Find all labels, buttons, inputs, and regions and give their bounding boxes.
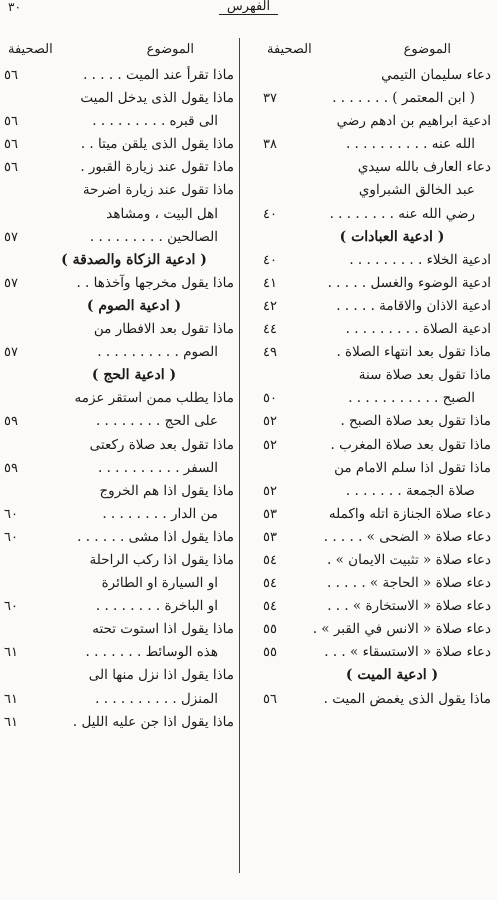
entry-page-number: ٦٠ [4, 506, 18, 522]
entry-text: دعاء صلاة « الضحى » . . . . . [323, 528, 491, 545]
entry-text: الصبح . . . . . . . . . . . [348, 390, 475, 407]
index-entry [4, 434, 234, 480]
index-entry [263, 618, 491, 641]
entry-text: الله عنه . . . . . . . . . . [345, 136, 475, 153]
index-entry [4, 387, 234, 433]
entry-text: ماذا تقول عند زيارة اضرحة [82, 182, 234, 199]
entry-text: دعاء سليمان التيمي [381, 67, 491, 83]
index-column-right [263, 38, 491, 711]
entry-page-number: ٥٥ [263, 645, 277, 661]
entry-page-number: ٥٥ [263, 622, 277, 638]
entry-text: ماذا يقول اذا استوت تحته [92, 621, 234, 638]
entry-page-number: ٥٧ [4, 345, 18, 361]
index-entry [263, 364, 491, 410]
index-entry [4, 618, 234, 664]
index-entry [263, 156, 491, 225]
entry-page-number: ٥٠ [263, 391, 277, 407]
entry-page-number: ٥٢ [263, 414, 277, 430]
entry-text: ادعية الخلاء . . . . . . . . . [349, 251, 491, 268]
entry-text: ادعية الصلاة . . . . . . . . . [345, 321, 491, 338]
entry-text: ماذا تقول اذا سلم الامام من [334, 459, 491, 476]
index-entry [263, 572, 491, 595]
entry-text: ماذا تقول بعد صلاة سنة [358, 367, 491, 384]
index-entry [263, 688, 491, 711]
entry-text: ماذا تقرأ عند الميت . . . . . [83, 67, 234, 83]
entry-text: صلاة الجمعة . . . . . . . [345, 482, 475, 499]
index-entry [4, 272, 234, 295]
index-entry [263, 272, 491, 295]
entry-page-number: ٥٦ [4, 114, 18, 130]
index-entry [263, 341, 491, 364]
entry-text: او الباخرة . . . . . . . . [95, 598, 218, 615]
index-list-right [263, 64, 491, 711]
entry-text: ادعية الوضوء والغسل . . . . . [327, 274, 491, 291]
section-heading: ( ادعية العبادات ) [339, 228, 445, 245]
entry-text: ماذا تقول بعد انتهاء الصلاة . [336, 344, 491, 361]
entry-text: ماذا تقول بعد صلاة الصبح . [340, 413, 491, 430]
entry-page-number: ٤١ [263, 275, 277, 291]
entry-page-number: ٥٣ [263, 506, 277, 522]
entry-text: الى قبره . . . . . . . . . [92, 113, 218, 130]
index-entry [4, 664, 234, 710]
entry-page-number: ٦٠ [4, 599, 18, 615]
index-entry [263, 503, 491, 526]
index-entry [4, 526, 234, 549]
entry-page-number: ٥٢ [263, 437, 277, 453]
column-header [263, 38, 491, 64]
column-header [4, 38, 234, 64]
section-heading: ( ادعية الصوم ) [86, 297, 182, 314]
section-heading: ( ادعية الزكاة والصدقة ) [61, 251, 207, 268]
entry-text: ماذا يقول اذا جن عليه الليل . [72, 713, 234, 730]
index-list-left [4, 64, 234, 734]
topic-heading: الموضوع [146, 42, 194, 57]
entry-text: ماذا يقول اذا مشى . . . . . . [77, 528, 234, 545]
entry-page-number: ٥٦ [4, 160, 18, 176]
entry-text: السفر . . . . . . . . . . [97, 459, 218, 476]
entry-page-number: ٦٠ [4, 529, 18, 545]
entry-page-number: ٣٧ [263, 91, 277, 107]
entry-text: ماذا يقول اذا هم الخروج [99, 482, 234, 499]
entry-text: ماذا تقول بعد الافطار من [93, 321, 234, 338]
page-header [0, 0, 497, 22]
index-entry [263, 526, 491, 549]
page-title: الفهرس [219, 0, 278, 15]
index-entry [263, 434, 491, 457]
entry-text: دعاء صلاة « الحاجة » . . . . . [327, 575, 491, 592]
entry-page-number: ٤٩ [263, 345, 277, 361]
index-entry [4, 87, 234, 133]
entry-page-number: ٤٤ [263, 322, 277, 338]
index-entry [263, 110, 491, 156]
entry-text: او السيارة او الطائرة [101, 575, 218, 592]
entry-text: الصالحين . . . . . . . . . [89, 228, 218, 245]
index-entry [4, 133, 234, 156]
entry-text: ماذا تقول عند زيارة القبور . [80, 159, 234, 176]
entry-page-number: ٥٢ [263, 483, 277, 499]
entry-page-number: ٣٨ [263, 137, 277, 153]
entry-text: على الحج . . . . . . . . [95, 413, 218, 430]
entry-text: دعاء صلاة « الاستسقاء » . . . [324, 644, 491, 661]
entry-page-number: ٥٤ [263, 576, 277, 592]
entry-text: من الدار . . . . . . . . [102, 505, 218, 522]
entry-page-number: ٥٤ [263, 599, 277, 615]
index-entry [263, 249, 491, 272]
entry-page-number: ٥٦ [263, 691, 277, 707]
section-heading: ( ادعية الميت ) [345, 667, 439, 684]
index-entry [263, 595, 491, 618]
page-heading: الصحيفة [8, 42, 53, 57]
entry-page-number: ٤٢ [263, 298, 277, 314]
entry-text: ادعية الاذان والاقامة . . . . . [336, 297, 491, 314]
entry-text: ماذا يقول الذى يلقن ميتا . . [80, 136, 234, 153]
index-entry [4, 179, 234, 248]
index-entry [263, 641, 491, 664]
index-entry [4, 480, 234, 526]
index-entry [263, 318, 491, 341]
index-entry [263, 549, 491, 572]
page-heading: الصحيفة [267, 42, 312, 57]
entry-text: ادعية ابراهيم بن ادهم رضي [336, 113, 491, 130]
entry-text: دعاء صلاة « الاستخارة » . . . [327, 598, 491, 615]
entry-text: ماذا يقول الذى يغمض الميت . [323, 690, 491, 707]
column-divider [239, 38, 240, 873]
entry-text: ماذا يقول الذى يدخل الميت [80, 90, 234, 107]
index-entry [4, 549, 234, 618]
index-entry [263, 64, 491, 110]
entry-text: دعاء العارف بالله سيدي [357, 159, 491, 176]
entry-page-number: ٥٦ [4, 68, 18, 83]
entry-page-number: ٤٠ [263, 206, 277, 222]
entry-text: اهل البيت ، ومشاهد [106, 205, 218, 222]
entry-text: الصوم . . . . . . . . . . [97, 344, 218, 361]
index-entry [4, 156, 234, 179]
entry-page-number: ٥٧ [4, 275, 18, 291]
entry-page-number: ٦١ [4, 691, 18, 707]
entry-page-number: ٥٣ [263, 529, 277, 545]
index-entry [263, 295, 491, 318]
entry-page-number: ٥٩ [4, 460, 18, 476]
entry-text: دعاء صلاة « الانس في القبر » . [312, 621, 491, 638]
entry-text: ماذا يقول اذا ركب الراحلة [89, 551, 234, 568]
entry-text: ( ابن المعتمر ) . . . . . . . [332, 90, 475, 107]
entry-text: رضي الله عنه . . . . . . . . [329, 205, 475, 222]
index-entry [263, 457, 491, 503]
index-entry [263, 410, 491, 433]
entry-text: ماذا تقول بعد صلاة المغرب . [330, 436, 491, 453]
index-entry [4, 711, 234, 734]
section-heading: ( ادعية الحج ) [91, 367, 177, 384]
index-entry [4, 318, 234, 364]
entry-text: ماذا تقول بعد صلاة ركعتى [89, 436, 234, 453]
entry-text: عبد الخالق الشبراوي [358, 182, 475, 199]
entry-page-number: ٥٦ [4, 137, 18, 153]
entry-text: المنزل . . . . . . . . . . [95, 690, 218, 707]
entry-text: ماذا يطلب ممن استقر عزمه [74, 390, 234, 407]
page-number: ٣٠ [8, 0, 21, 14]
index-column-left [4, 38, 234, 734]
entry-text: ماذا يقول اذا نزل منها الى [88, 667, 234, 684]
entry-page-number: ٤٠ [263, 252, 277, 268]
entry-text: هذه الوسائط . . . . . . . [85, 644, 218, 661]
topic-heading: الموضوع [403, 42, 451, 57]
entry-page-number: ٦١ [4, 645, 18, 661]
entry-page-number: ٥٧ [4, 229, 18, 245]
entry-text: ماذا يقول مخرجها وآخذها . . [76, 274, 234, 291]
entry-text: دعاء صلاة « تثبيت الايمان » . [327, 551, 491, 568]
entry-page-number: ٥٩ [4, 414, 18, 430]
index-entry [4, 64, 234, 87]
entry-page-number: ٦١ [4, 714, 18, 730]
entry-page-number: ٥٤ [263, 552, 277, 568]
entry-text: دعاء صلاة الجنازة اتله واكمله [328, 505, 491, 522]
